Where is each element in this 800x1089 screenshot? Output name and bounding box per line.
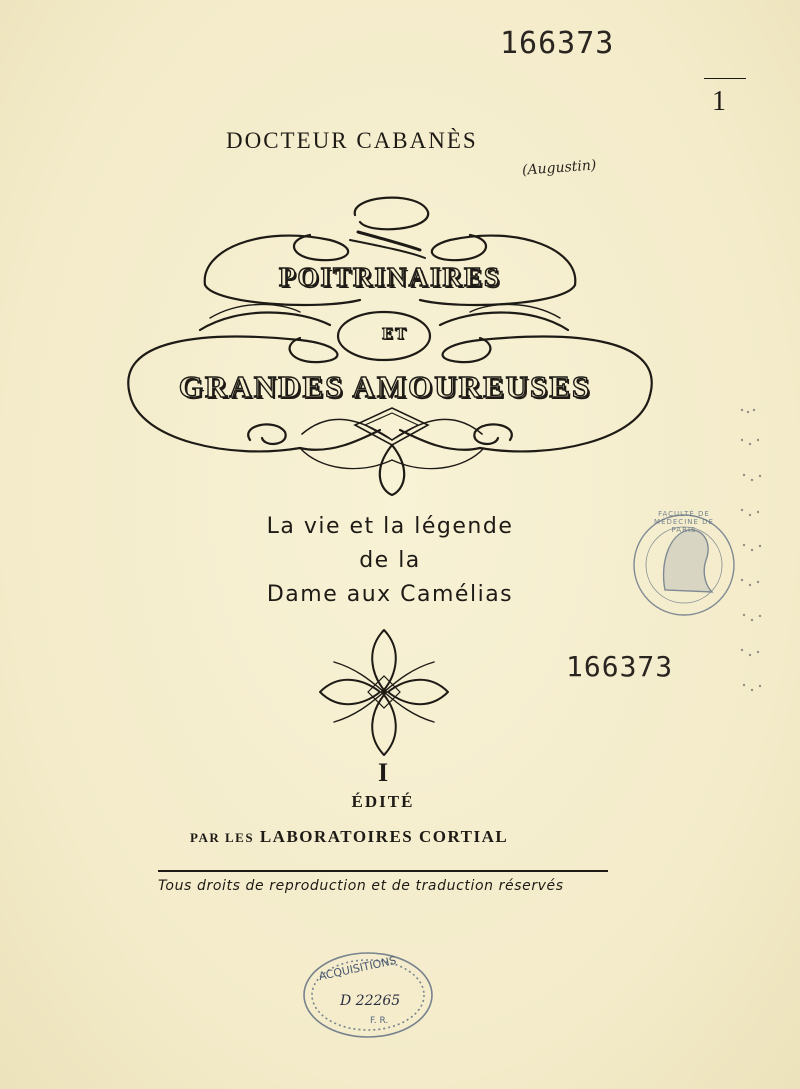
subtitle-line-2: de la (359, 548, 421, 573)
acquisitions-label: ACQUISITIONS (317, 953, 398, 984)
author-name: DOCTEUR CABANÈS (226, 128, 478, 153)
library-number-top: 166373 (500, 26, 615, 61)
acquisitions-code: D 22265 (340, 993, 401, 1009)
page-number: 1 (712, 86, 726, 117)
volume-number: I (377, 758, 389, 787)
edited-label: ÉDITÉ (351, 792, 415, 811)
title-line-1: POITRINAIRES (278, 262, 502, 292)
faculty-seal-text: FACULTÉ DE MÉDECINE DE PARIS (654, 510, 714, 534)
library-number-middle: 166373 (566, 650, 674, 683)
publisher-prefix: PAR LES (190, 830, 255, 845)
subtitle-line-3: Dame aux Camélias (266, 582, 514, 607)
title-line-3: GRANDES AMOUREUSES (178, 369, 592, 404)
publisher-name: LABORATOIRES CORTIAL (259, 827, 509, 846)
title-line-2: ET (381, 325, 409, 343)
subtitle-line-1: La vie et la légende (266, 514, 514, 539)
acquisitions-bottom: F. R. (370, 1016, 389, 1026)
handwritten-note: (Augustin) (521, 157, 597, 179)
rights-notice: Tous droits de reproduction et de traduction réservés (158, 878, 564, 894)
